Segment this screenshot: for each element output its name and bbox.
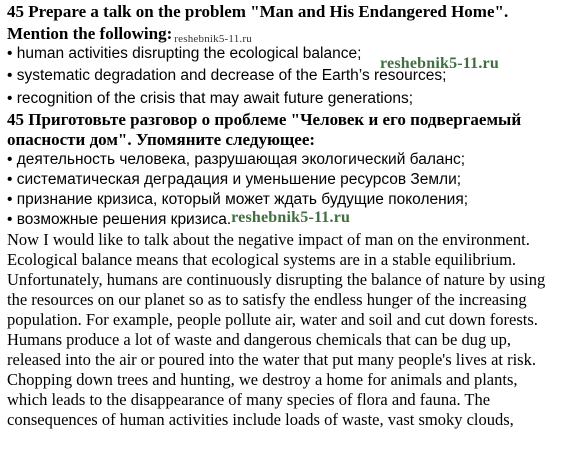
bullet-ru-1-text: • деятельность человека, разрушающая экологический баланс; (7, 151, 466, 168)
task-title-ru-2-text: опасности дом". Упомяните следующее: (7, 130, 316, 149)
task-title-ru-1 (7, 110, 585, 130)
answer-line: Now I would like to talk about the negative impact of man on the environment. (7, 230, 530, 249)
bullet-ru-1 (7, 150, 585, 170)
bullet-en-2-text: • systematic degradation and decrease of the Earth’s resources; (7, 67, 447, 84)
mention-text: Mention the following: (7, 24, 173, 43)
task-title-en (7, 2, 585, 22)
answer-text (7, 230, 581, 430)
answer-line: Unfortunately, humans are continuously disrupting the balance of nature by using (7, 270, 546, 289)
watermark-big: reshebnik5-11.ru (380, 55, 499, 72)
bullet-en-3-text: • recognition of the crisis that may await future generations; (7, 90, 414, 107)
mention-heading (7, 24, 585, 44)
task-title-ru-2 (7, 130, 585, 150)
bullet-en-2 (7, 55, 585, 86)
task-title-en-text: 45 Prepare a talk on the problem "Man and His Endangered Home". (7, 2, 509, 21)
watermark-small: reshebnik5-11.ru (174, 33, 252, 45)
bullet-en-3 (7, 89, 585, 109)
bullet-ru-2 (7, 170, 585, 190)
answer-line: population. For example, people pollute air, water and soil and cut down forests. (7, 310, 538, 329)
bullet-ru-4-text: • возможные решения кризиса. (7, 211, 232, 228)
answer-line: Humans produce a lot of waste and dangerous chemicals that can be dug up, (7, 330, 512, 349)
bullet-ru-3 (7, 190, 585, 210)
bullet-ru-3-text: • признание кризиса, который может ждать будущие поколения; (7, 191, 469, 208)
answer-line: released into the air or poured into the water that put many people's lives at risk. (7, 350, 536, 369)
answer-line: consequences of human activities include loads of waste, vast smoky clouds, (7, 410, 514, 429)
bullet-ru-2-text: • систематическая деградация и уменьшение ресурсов Земли; (7, 171, 462, 188)
answer-line: the resources on our planet so as to satisfy the endless hunger of the increasing (7, 290, 527, 309)
bullet-en-1-text: • human activities disrupting the ecological balance; (7, 45, 362, 62)
answer-line: Ecological balance means that ecological systems are in a stable equilibrium. (7, 250, 517, 269)
answer-line: Chopping down trees and hunting, we destroy a home for animals and plants, (7, 370, 518, 389)
document-page (7, 0, 585, 429)
watermark-ru: reshebnik5-11.ru (231, 209, 351, 226)
task-title-ru-1-text: 45 Приготовьте разговор о проблеме "Человек и его подвергаемый (7, 110, 522, 129)
answer-line: which leads to the disappearance of many species of flora and fauna. The (7, 390, 491, 409)
bullet-ru-4 (7, 210, 585, 230)
